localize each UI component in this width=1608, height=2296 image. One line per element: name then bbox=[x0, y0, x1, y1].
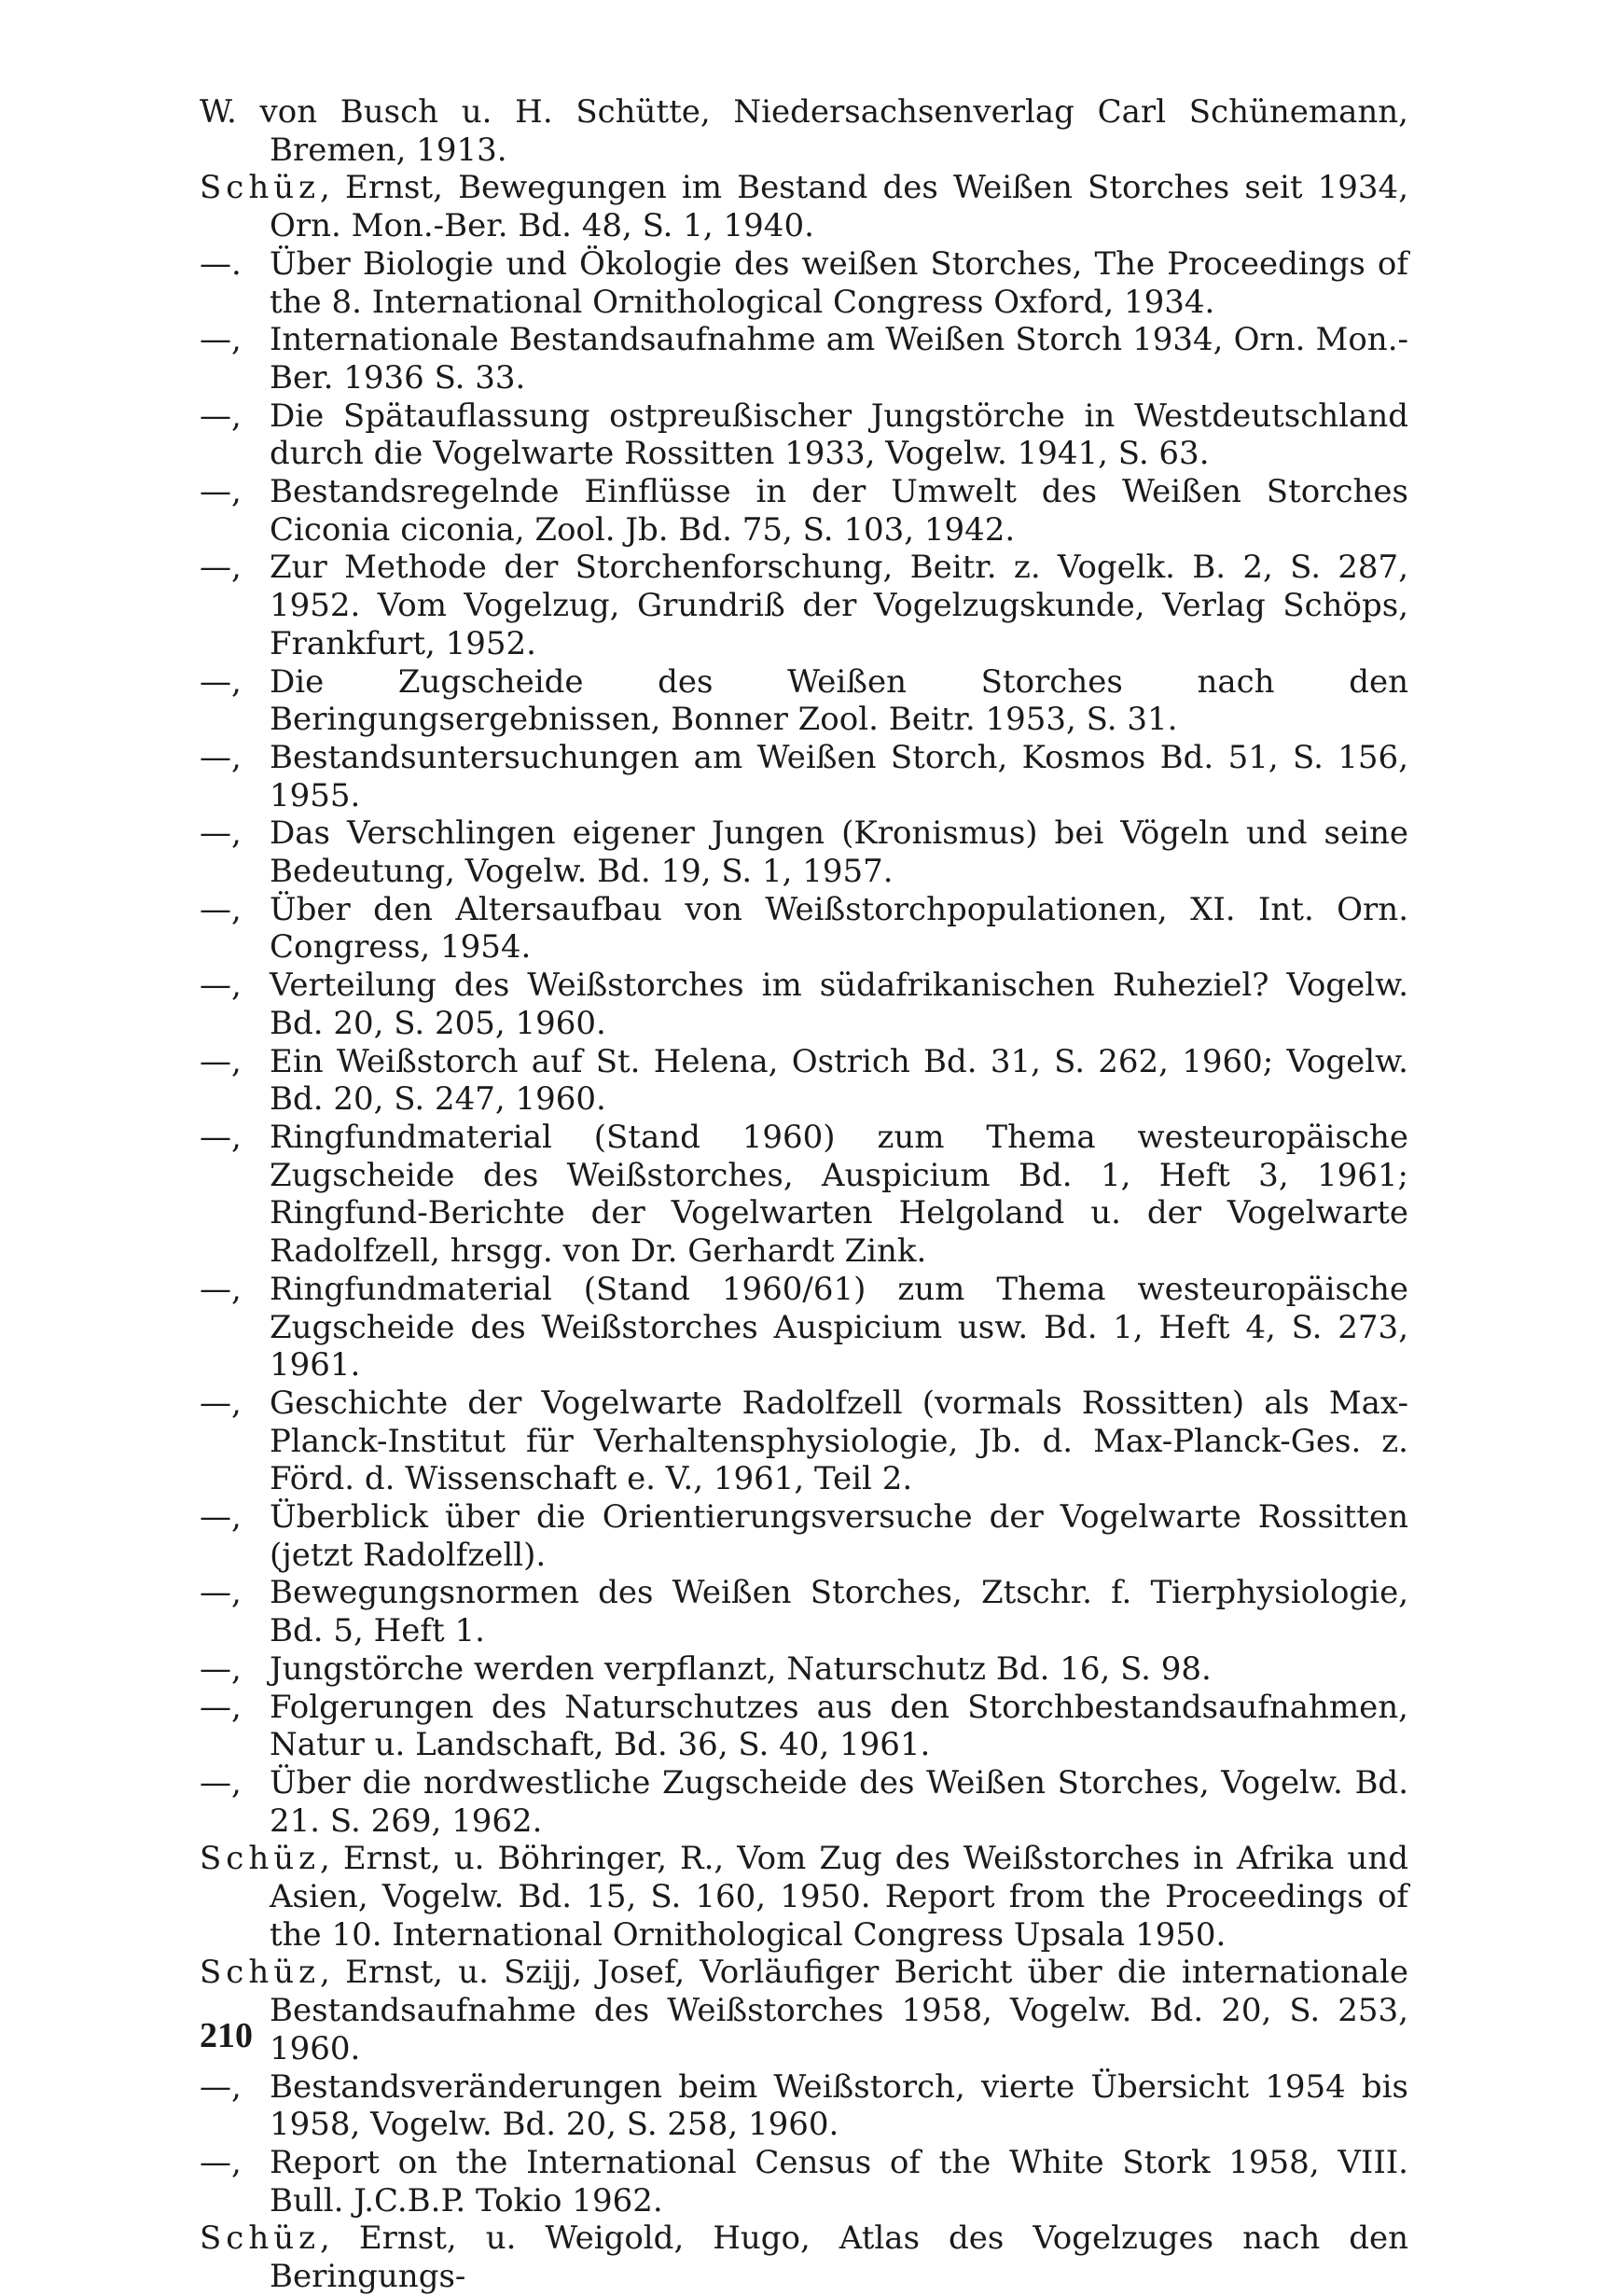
bibliography-entry bbox=[200, 1954, 1408, 2067]
bibliography-entry bbox=[200, 245, 1408, 321]
entry-text: , Ernst, u. Szijj, Josef, Vorläufiger Bericht über die internationale Bestandsaufnahme des Weißstorches 1958, Vogelw. Bd. 20, S. 253, 1960. bbox=[270, 1954, 1408, 2067]
bibliography-entry bbox=[200, 1689, 1408, 1764]
bibliography-list bbox=[200, 93, 1408, 2296]
entry-text: Ein Weißstorch auf St. Helena, Ostrich Bd. 31, S. 262, 1960; Vogelw. Bd. 20, S. 247, 1960. bbox=[270, 1042, 1408, 1119]
ditto-dash: —, bbox=[200, 1118, 242, 1156]
bibliography-entry bbox=[200, 663, 1408, 739]
bibliography-entry bbox=[200, 1271, 1408, 1385]
entry-author: Schüz bbox=[200, 2219, 321, 2258]
entry-text: , Ernst, u. Weigold, Hugo, Atlas des Vogelzuges nach den Beringungs- bbox=[270, 2219, 1408, 2296]
ditto-dash: —, bbox=[200, 967, 242, 1005]
ditto-dash: —, bbox=[200, 1270, 242, 1308]
bibliography-entry bbox=[200, 1574, 1408, 1649]
bibliography-entry bbox=[200, 2219, 1408, 2295]
entry-text: Über den Altersaufbau von Weißstorchpopulationen, XI. Int. Orn. Congress, 1954. bbox=[270, 890, 1408, 967]
entry-text: Internationale Bestandsaufnahme am Weißen Storch 1934, Orn. Mon.-Ber. 1936 S. 33. bbox=[270, 321, 1408, 397]
ditto-dash: —, bbox=[200, 473, 242, 511]
bibliography-entry bbox=[200, 1043, 1408, 1119]
ditto-dash: —, bbox=[200, 1498, 242, 1537]
ditto-dash: —, bbox=[200, 321, 242, 359]
entry-text: Verteilung des Weißstorches im südafrikanischen Ruheziel? Vogelw. Bd. 20, S. 205, 1960. bbox=[270, 967, 1408, 1042]
entry-text: Report on the International Census of the White Stork 1958, VIII. Bull. J.C.B.P. Tokio 1962. bbox=[270, 2143, 1408, 2219]
bibliography-entry bbox=[200, 1119, 1408, 1271]
entry-author: Schüz bbox=[200, 1954, 321, 1992]
bibliography-entry bbox=[200, 473, 1408, 549]
entry-text: Bestandsveränderungen beim Weißstorch, vierte Übersicht 1954 bis 1958, Vogelw. Bd. 20, S. 258, 1960. bbox=[270, 2067, 1408, 2144]
entry-text: Überblick über die Orientierungsversuche der Vogelwarte Rossitten (jetzt Radolfzell). bbox=[270, 1498, 1408, 1574]
entry-text: Die Zugscheide des Weißen Storches nach den Beringungsergebnissen, Bonner Zool. Beitr. 1953, S. 31. bbox=[270, 662, 1408, 739]
bibliography-entry bbox=[200, 2144, 1408, 2219]
bibliography-entry bbox=[200, 1650, 1408, 1689]
entry-text: Zur Methode der Storchenforschung, Beitr. z. Vogelk. B. 2, S. 287, 1952. Vom Vogelzug, Grundriß der Vogelzugskunde, Verlag Schöps, Frankfurt, 1952. bbox=[270, 549, 1408, 662]
bibliography-entry bbox=[200, 739, 1408, 814]
page-number: 210 bbox=[200, 2016, 253, 2055]
entry-author: Schüz bbox=[200, 1840, 321, 1878]
entry-text: Bestandsregelnde Einflüsse in der Umwelt des Weißen Storches Ciconia ciconia, Zool. Jb. Bd. 75, S. 103, 1942. bbox=[270, 473, 1408, 549]
ditto-dash: —, bbox=[200, 814, 242, 853]
entry-text: Über die nordwestliche Zugscheide des Weißen Storches, Vogelw. Bd. 21. S. 269, 1962. bbox=[270, 1763, 1408, 1840]
ditto-dash: —, bbox=[200, 1763, 242, 1802]
ditto-dash: —, bbox=[200, 2067, 242, 2106]
ditto-dash: —. bbox=[200, 244, 242, 283]
ditto-dash: —, bbox=[200, 1688, 242, 1726]
entry-text: Über Biologie und Ökologie des weißen Storches, The Proceedings of the 8. International Ornithological Congress Oxford, 1934. bbox=[270, 244, 1408, 321]
bibliography-entry bbox=[200, 1764, 1408, 1840]
bibliography-entry bbox=[200, 549, 1408, 662]
bibliography-entry bbox=[200, 891, 1408, 967]
bibliography-entry bbox=[200, 1840, 1408, 1954]
ditto-dash: —, bbox=[200, 1649, 242, 1688]
ditto-dash: —, bbox=[200, 1384, 242, 1422]
entry-text: Ringfundmaterial (Stand 1960) zum Thema westeuropäische Zugscheide des Weißstorches, Auspicium Bd. 1, Heft 3, 1961; Ringfund-Berichte der Vogelwarten Helgoland u. der Vogelwarte Radolfzell, hrsgg. von Dr. Gerhardt Zink. bbox=[270, 1118, 1408, 1271]
bibliography-entry bbox=[200, 1498, 1408, 1574]
entry-text: Bewegungsnormen des Weißen Storches, Ztschr. f. Tierphysiologie, Bd. 5, Heft 1. bbox=[270, 1574, 1408, 1650]
entry-text: Folgerungen des Naturschutzes aus den Storchbestandsaufnahmen, Natur u. Landschaft, Bd. 36, S. 40, 1961. bbox=[270, 1688, 1408, 1764]
bibliography-entry bbox=[200, 814, 1408, 890]
entry-text: Bestandsuntersuchungen am Weißen Storch, Kosmos Bd. 51, S. 156, 1955. bbox=[270, 738, 1408, 814]
ditto-dash: —, bbox=[200, 662, 242, 701]
bibliography-entry bbox=[200, 169, 1408, 244]
entry-text: Ringfundmaterial (Stand 1960/61) zum Thema westeuropäische Zugscheide des Weißstorches Auspicium usw. Bd. 1, Heft 4, S. 273, 1961. bbox=[270, 1270, 1408, 1385]
bibliography-entry bbox=[200, 1385, 1408, 1498]
ditto-dash: —, bbox=[200, 890, 242, 928]
entry-text: Die Spätauflassung ostpreußischer Jungstörche in Westdeutschland durch die Vogelwarte Rossitten 1933, Vogelw. 1941, S. 63. bbox=[270, 397, 1408, 473]
bibliography-entry bbox=[200, 2068, 1408, 2144]
entry-text: Jungstörche werden verpflanzt, Naturschutz Bd. 16, S. 98. bbox=[270, 1649, 1212, 1688]
entry-text: , Ernst, Bewegungen im Bestand des Weißen Storches seit 1934, Orn. Mon.-Ber. Bd. 48, S. 1, 1940. bbox=[270, 169, 1408, 245]
ditto-dash: —, bbox=[200, 738, 242, 776]
entry-author: Schüz bbox=[200, 169, 321, 207]
entry-text: Das Verschlingen eigener Jungen (Kronismus) bei Vögeln und seine Bedeutung, Vogelw. Bd. 19, S. 1, 1957. bbox=[270, 814, 1408, 891]
bibliography-entry bbox=[200, 321, 1408, 397]
ditto-dash: —, bbox=[200, 1042, 242, 1080]
ditto-dash: —, bbox=[200, 1574, 242, 1612]
ditto-dash: —, bbox=[200, 2143, 242, 2181]
bibliography-entry bbox=[200, 397, 1408, 473]
entry-text: W. von Busch u. H. Schütte, Niedersachsenverlag Carl Schünemann, Bremen, 1913. bbox=[200, 93, 1408, 169]
bibliography-entry bbox=[200, 967, 1408, 1042]
entry-text: Geschichte der Vogelwarte Radolfzell (vormals Rossitten) als Max-Planck-Institut für Verhaltensphysiologie, Jb. d. Max-Planck-Ges. z. Förd. d. Wissenschaft e. V., 1961, Teil 2. bbox=[270, 1384, 1408, 1498]
ditto-dash: —, bbox=[200, 549, 242, 587]
ditto-dash: —, bbox=[200, 397, 242, 435]
entry-text: , Ernst, u. Böhringer, R., Vom Zug des Weißstorches in Afrika und Asien, Vogelw. Bd. 15, S. 160, 1950. Report from the Proceedings of the 10. International Ornithological Congress Upsala 1950. bbox=[270, 1840, 1408, 1954]
bibliography-entry bbox=[200, 93, 1408, 169]
